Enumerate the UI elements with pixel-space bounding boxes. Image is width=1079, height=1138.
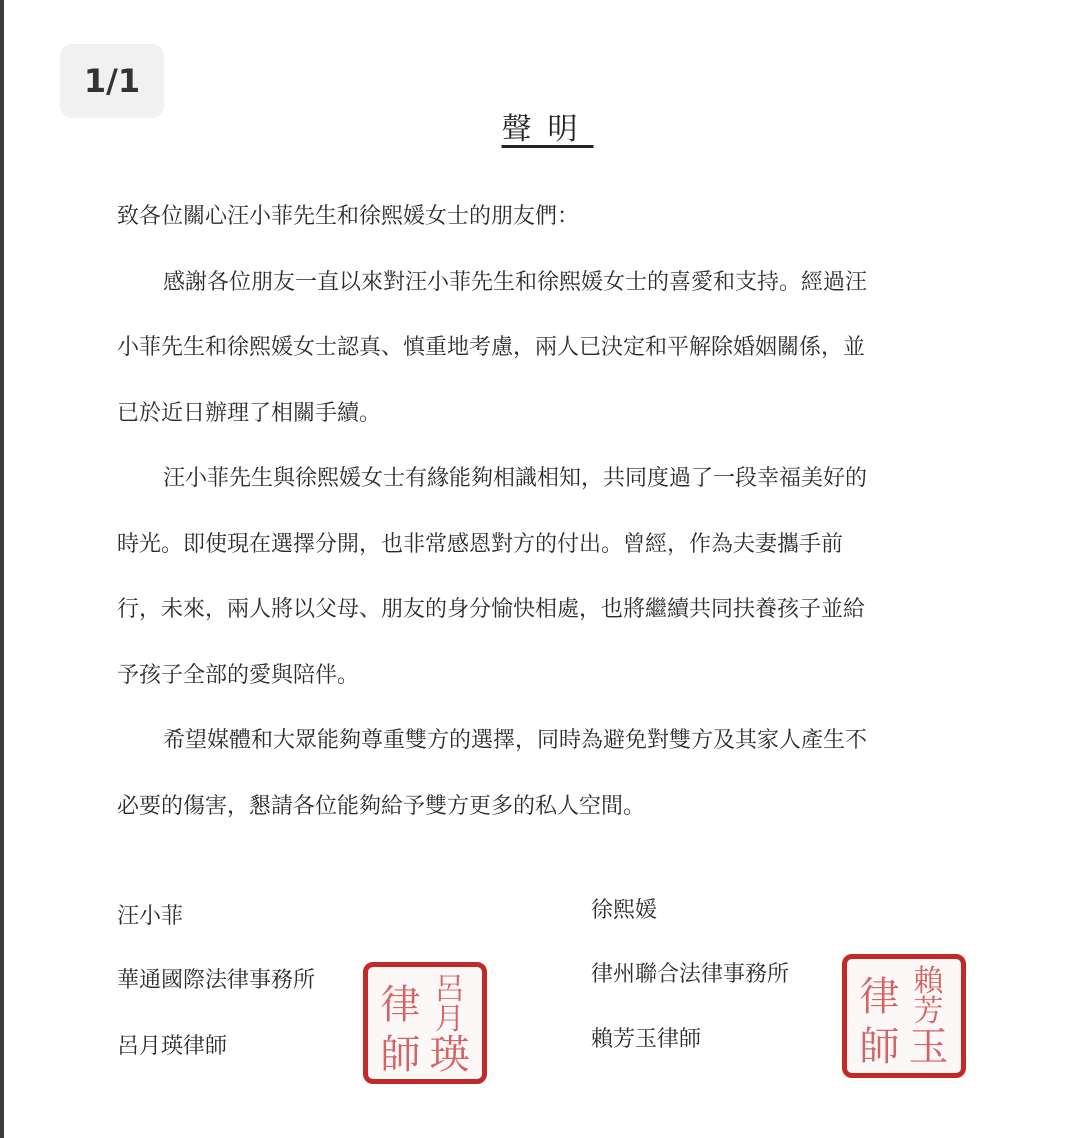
paragraph2-line1: 汪小菲先生與徐熙媛女士有緣能夠相識相知，共同度過了一段幸福美好的 [163,466,868,491]
right-seal-char: 賴芳 [913,964,944,1029]
document-title-text: 聲明 [501,112,594,147]
right-seal-stamp [842,954,966,1078]
right-seal-chars [855,964,953,1070]
left-seal-char: 瑛 [429,1032,470,1078]
left-lawyer-name: 呂月瑛律師 [117,1034,228,1059]
paragraph1-line1: 感謝各位朋友一直以來對汪小菲先生和徐熙媛女士的喜愛和支持。經過汪 [163,269,868,295]
salutation: 致各位關心汪小菲先生和徐熙媛女士的朋友們： [117,204,580,229]
right-seal-char: 師 [859,1024,900,1070]
right-lawyer-name: 賴芳玉律師 [591,1027,702,1052]
left-seal-char: 師 [380,1032,421,1078]
left-seal-char: 律 [380,982,421,1028]
page-left-edge [0,0,4,1138]
right-signatory-name: 徐熙媛 [591,898,658,923]
left-seal-char: 呂月 [434,972,465,1037]
document-body [117,184,987,839]
right-seal-char: 玉 [908,1024,949,1070]
paragraph3-line2: 必要的傷害，懇請各位能夠給予雙方更多的私人空間。 [117,793,646,819]
paragraph2-line2: 時光。即使現在選擇分開，也非常感恩對方的付出。曾經，作為夫妻攜手前 [117,531,844,557]
left-signatory-name: 汪小菲 [117,904,184,929]
left-seal-stamp [363,962,487,1084]
paragraph1-line3: 已於近日辦理了相關手續。 [117,400,382,426]
paragraph3-line1: 希望媒體和大眾能夠尊重雙方的選擇，同時為避免對雙方及其家人產生不 [163,728,868,753]
left-law-firm: 華通國際法律事務所 [117,968,316,993]
right-seal-char: 律 [859,974,900,1020]
page-indicator-badge: 1/1 [60,44,164,118]
paragraph1-line2: 小菲先生和徐熙媛女士認真、慎重地考慮，兩人已決定和平解除婚姻關係，並 [117,335,866,360]
paragraph2-line3: 行，未來，兩人將以父母、朋友的身分愉快相處，也將繼續共同扶養孩子並給 [117,597,866,622]
paragraph2-line4: 予孩子全部的愛與陪伴。 [117,662,360,688]
right-law-firm: 律州聯合法律事務所 [591,962,790,987]
left-seal-chars [376,972,474,1078]
document-title [0,104,1079,148]
